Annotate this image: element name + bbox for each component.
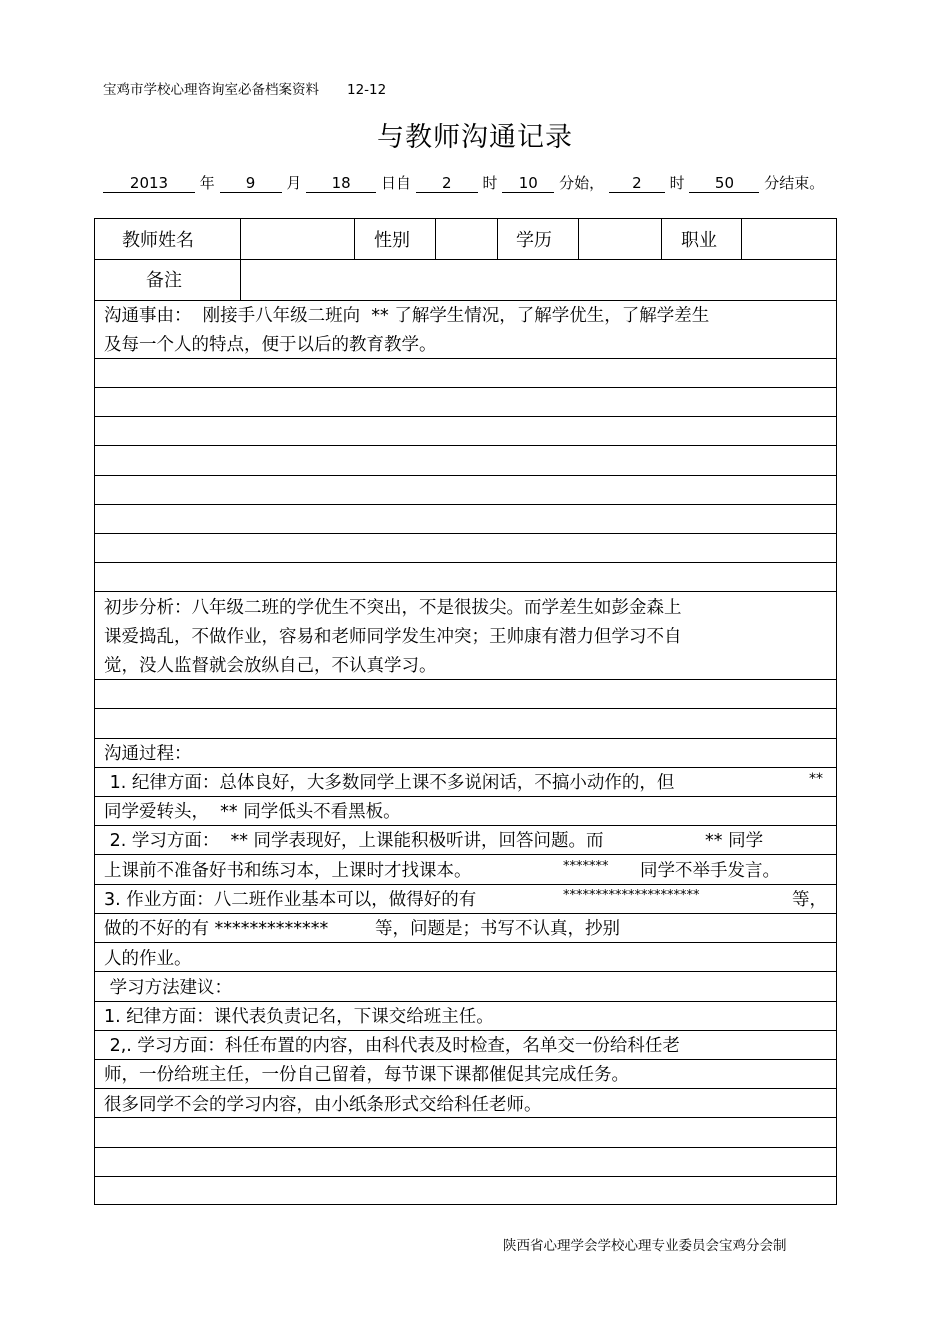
day-unit: 日自 (380, 174, 411, 192)
text-line: ******* (563, 859, 609, 874)
table-rule (95, 738, 836, 739)
text-line: ** (809, 771, 823, 787)
archive-header (103, 78, 386, 98)
year-value: 2013 (103, 174, 195, 193)
month-value: 9 (220, 174, 282, 193)
day-value: 18 (306, 174, 376, 193)
table-rule (95, 562, 836, 563)
table-rule (95, 1176, 836, 1177)
text-line: ** 同学 (705, 831, 764, 851)
text-line: 很多同学不会的学习内容，由小纸条形式交给科任老师。 (104, 1095, 542, 1115)
table-divider (578, 219, 579, 259)
table-rule (95, 884, 836, 885)
text-line: 沟通事由： 刚接手八年级二班向 ** 了解学生情况，了解学优生，了解学差生 (104, 306, 710, 326)
table-rule (95, 591, 836, 592)
table-rule (95, 475, 836, 476)
occupation-label: 职业 (681, 230, 717, 251)
text-line: ********************* (563, 888, 700, 903)
date-time-line (103, 172, 824, 193)
table-rule (95, 679, 836, 680)
end-hour-unit: 时 (669, 174, 685, 192)
table-divider (435, 219, 436, 259)
table-divider (661, 219, 662, 259)
education-label: 学历 (516, 230, 552, 251)
text-line: 学习方法建议： (104, 978, 233, 998)
text-line: 2. 学习方面： ** 同学表现好，上课能积极听讲，回答问题。而 (104, 831, 604, 851)
text-line: 觉，没人监督就会放纵自己，不认真学习。 (104, 656, 437, 676)
month-unit: 月 (286, 174, 302, 192)
table-rule (95, 504, 836, 505)
text-line: 1. 纪律方面：总体良好，大多数同学上课不多说闲话，不搞小动作的，但 (104, 773, 675, 793)
gender-label: 性别 (374, 230, 410, 251)
teacher-name-label: 教师姓名 (122, 230, 194, 251)
table-divider (741, 219, 742, 259)
table-rule (95, 708, 836, 709)
text-line: 等，问题是；书写不认真，抄别 (375, 919, 620, 939)
header-code: 12-12 (347, 82, 387, 98)
table-rule (95, 1088, 836, 1089)
text-line: 初步分析：八年级二班的学优生不突出，不是很拔尖。而学差生如彭金森上 (104, 598, 682, 618)
text-line: 2,. 学习方面：科任布置的内容，由科代表及时检查，名单交一份给科任老 (104, 1036, 680, 1056)
end-minute-unit: 分结束。 (764, 174, 825, 192)
table-rule (95, 971, 836, 972)
text-line: 及每一个人的特点，便于以后的教育教学。 (104, 335, 437, 355)
table-rule (95, 913, 836, 914)
table-rule (95, 767, 836, 768)
end-minute-value: 50 (689, 174, 759, 193)
year-unit: 年 (199, 174, 215, 192)
table-divider (354, 219, 355, 259)
table-rule (95, 942, 836, 943)
end-hour-value: 2 (609, 174, 665, 193)
table-rule (95, 825, 836, 826)
table-rule (95, 1030, 836, 1031)
table-rule (95, 358, 836, 359)
table-rule (95, 445, 836, 446)
text-line: 1. 纪律方面：课代表负责记名，下课交给班主任。 (104, 1007, 494, 1027)
text-line: 课爱捣乱，不做作业，容易和老师同学发生冲突；王帅康有潜力但学习不自 (104, 627, 682, 647)
text-line: 等， (792, 890, 827, 910)
text-line: 人的作业。 (104, 949, 192, 969)
text-line: 上课前不准备好书和练习本，上课时才找课本。 (104, 861, 472, 881)
text-line: 3. 作业方面：八二班作业基本可以，做得好的有 (104, 890, 477, 910)
header-text: 宝鸡市学校心理咨询室必备档案资料 (103, 82, 319, 98)
table-rule (95, 387, 836, 388)
table-rule (95, 1001, 836, 1002)
text-line: 同学不举手发言。 (640, 861, 780, 881)
table-rule (95, 416, 836, 417)
table-rule (95, 854, 836, 855)
remarks-label: 备注 (146, 270, 182, 291)
table-rule (95, 533, 836, 534)
table-rule (95, 796, 836, 797)
page-title: 与教师沟通记录 (377, 122, 573, 153)
table-rule (95, 300, 836, 301)
table-rule (95, 1117, 836, 1118)
communication-record-form (94, 218, 837, 1205)
table-divider (497, 219, 498, 259)
footer-issuer: 陕西省心理学会学校心理专业委员会宝鸡分会制 (503, 1238, 787, 1254)
table-rule (95, 1147, 836, 1148)
start-hour-unit: 时 (482, 174, 498, 192)
start-minute-value: 10 (502, 174, 554, 193)
table-rule (95, 259, 836, 260)
text-line: 同学爱转头， ** 同学低头不看黑板。 (104, 802, 401, 822)
text-line: 师，一份给班主任，一份自己留着，每节课下课都催促其完成任务。 (104, 1065, 629, 1085)
table-rule (95, 1059, 836, 1060)
text-line: 做的不好的有 ************* (104, 919, 329, 939)
start-minute-unit: 分始， (559, 174, 605, 192)
start-hour-value: 2 (416, 174, 478, 193)
text-line: 沟通过程： (104, 744, 192, 764)
